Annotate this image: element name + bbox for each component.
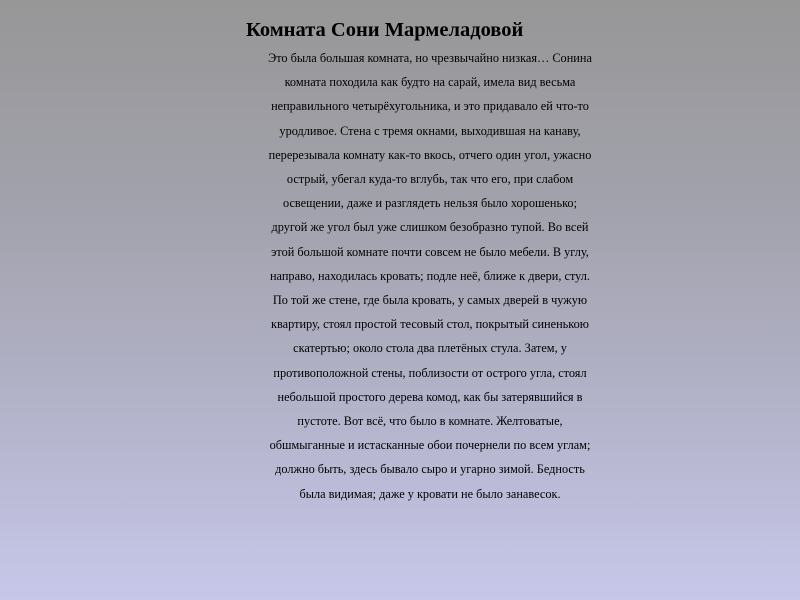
- body-line: небольшой простого дерева комод, как бы затерявшийся в: [277, 389, 583, 404]
- body-line: перерезывала комнату как-то вкось, отчего один угол, ужасно: [268, 147, 592, 162]
- body-line: неправильного четырёхугольника, и это придавало ей что-то: [271, 99, 589, 114]
- body-line: была видимая; даже у кровати не было занавесок.: [299, 486, 561, 501]
- body-line: Это была большая комната, но чрезвычайно низкая… Сонина: [268, 51, 592, 65]
- body-line: другой же угол был уже слишком безобразно тупой. Во всей: [271, 220, 589, 235]
- body-line: освещении, даже и разглядеть нельзя было хорошенько;: [282, 196, 577, 211]
- slide-title: Комната Сони Мармеладовой: [246, 19, 524, 41]
- body-line: комната походила как будто на сарай, имела вид весьма: [284, 75, 576, 90]
- body-line: пустоте. Вот всё, что было в комнате. Желтоватые,: [297, 414, 563, 429]
- body-line: этой большой комнате почти совсем не было мебели. В углу,: [271, 244, 589, 259]
- body-line: острый, убегал куда-то вглубь, так что его, при слабом: [286, 172, 574, 187]
- body-line: уродливое. Стена с тремя окнами, выходившая на канаву,: [279, 123, 581, 138]
- body-line: направо, находилась кровать; подле неё, ближе к двери, стул.: [269, 268, 591, 283]
- body-line: квартиру, стоял простой тесовый стол, покрытый синенькою: [271, 317, 589, 332]
- body-line: обшмыганные и истасканные обои почернели по всем углам;: [269, 438, 591, 453]
- body-line: должно быть, здесь бывало сыро и угарно зимой. Бедность: [275, 462, 585, 477]
- body-line: скатертью; около стола два плетёных стула. Затем, у: [293, 341, 567, 356]
- body-line: По той же стене, где была кровать, у самых дверей в чужую: [272, 293, 588, 308]
- slide-body-text: [60, 46, 800, 506]
- body-line: противоположной стены, поблизости от острого угла, стоял: [273, 365, 587, 380]
